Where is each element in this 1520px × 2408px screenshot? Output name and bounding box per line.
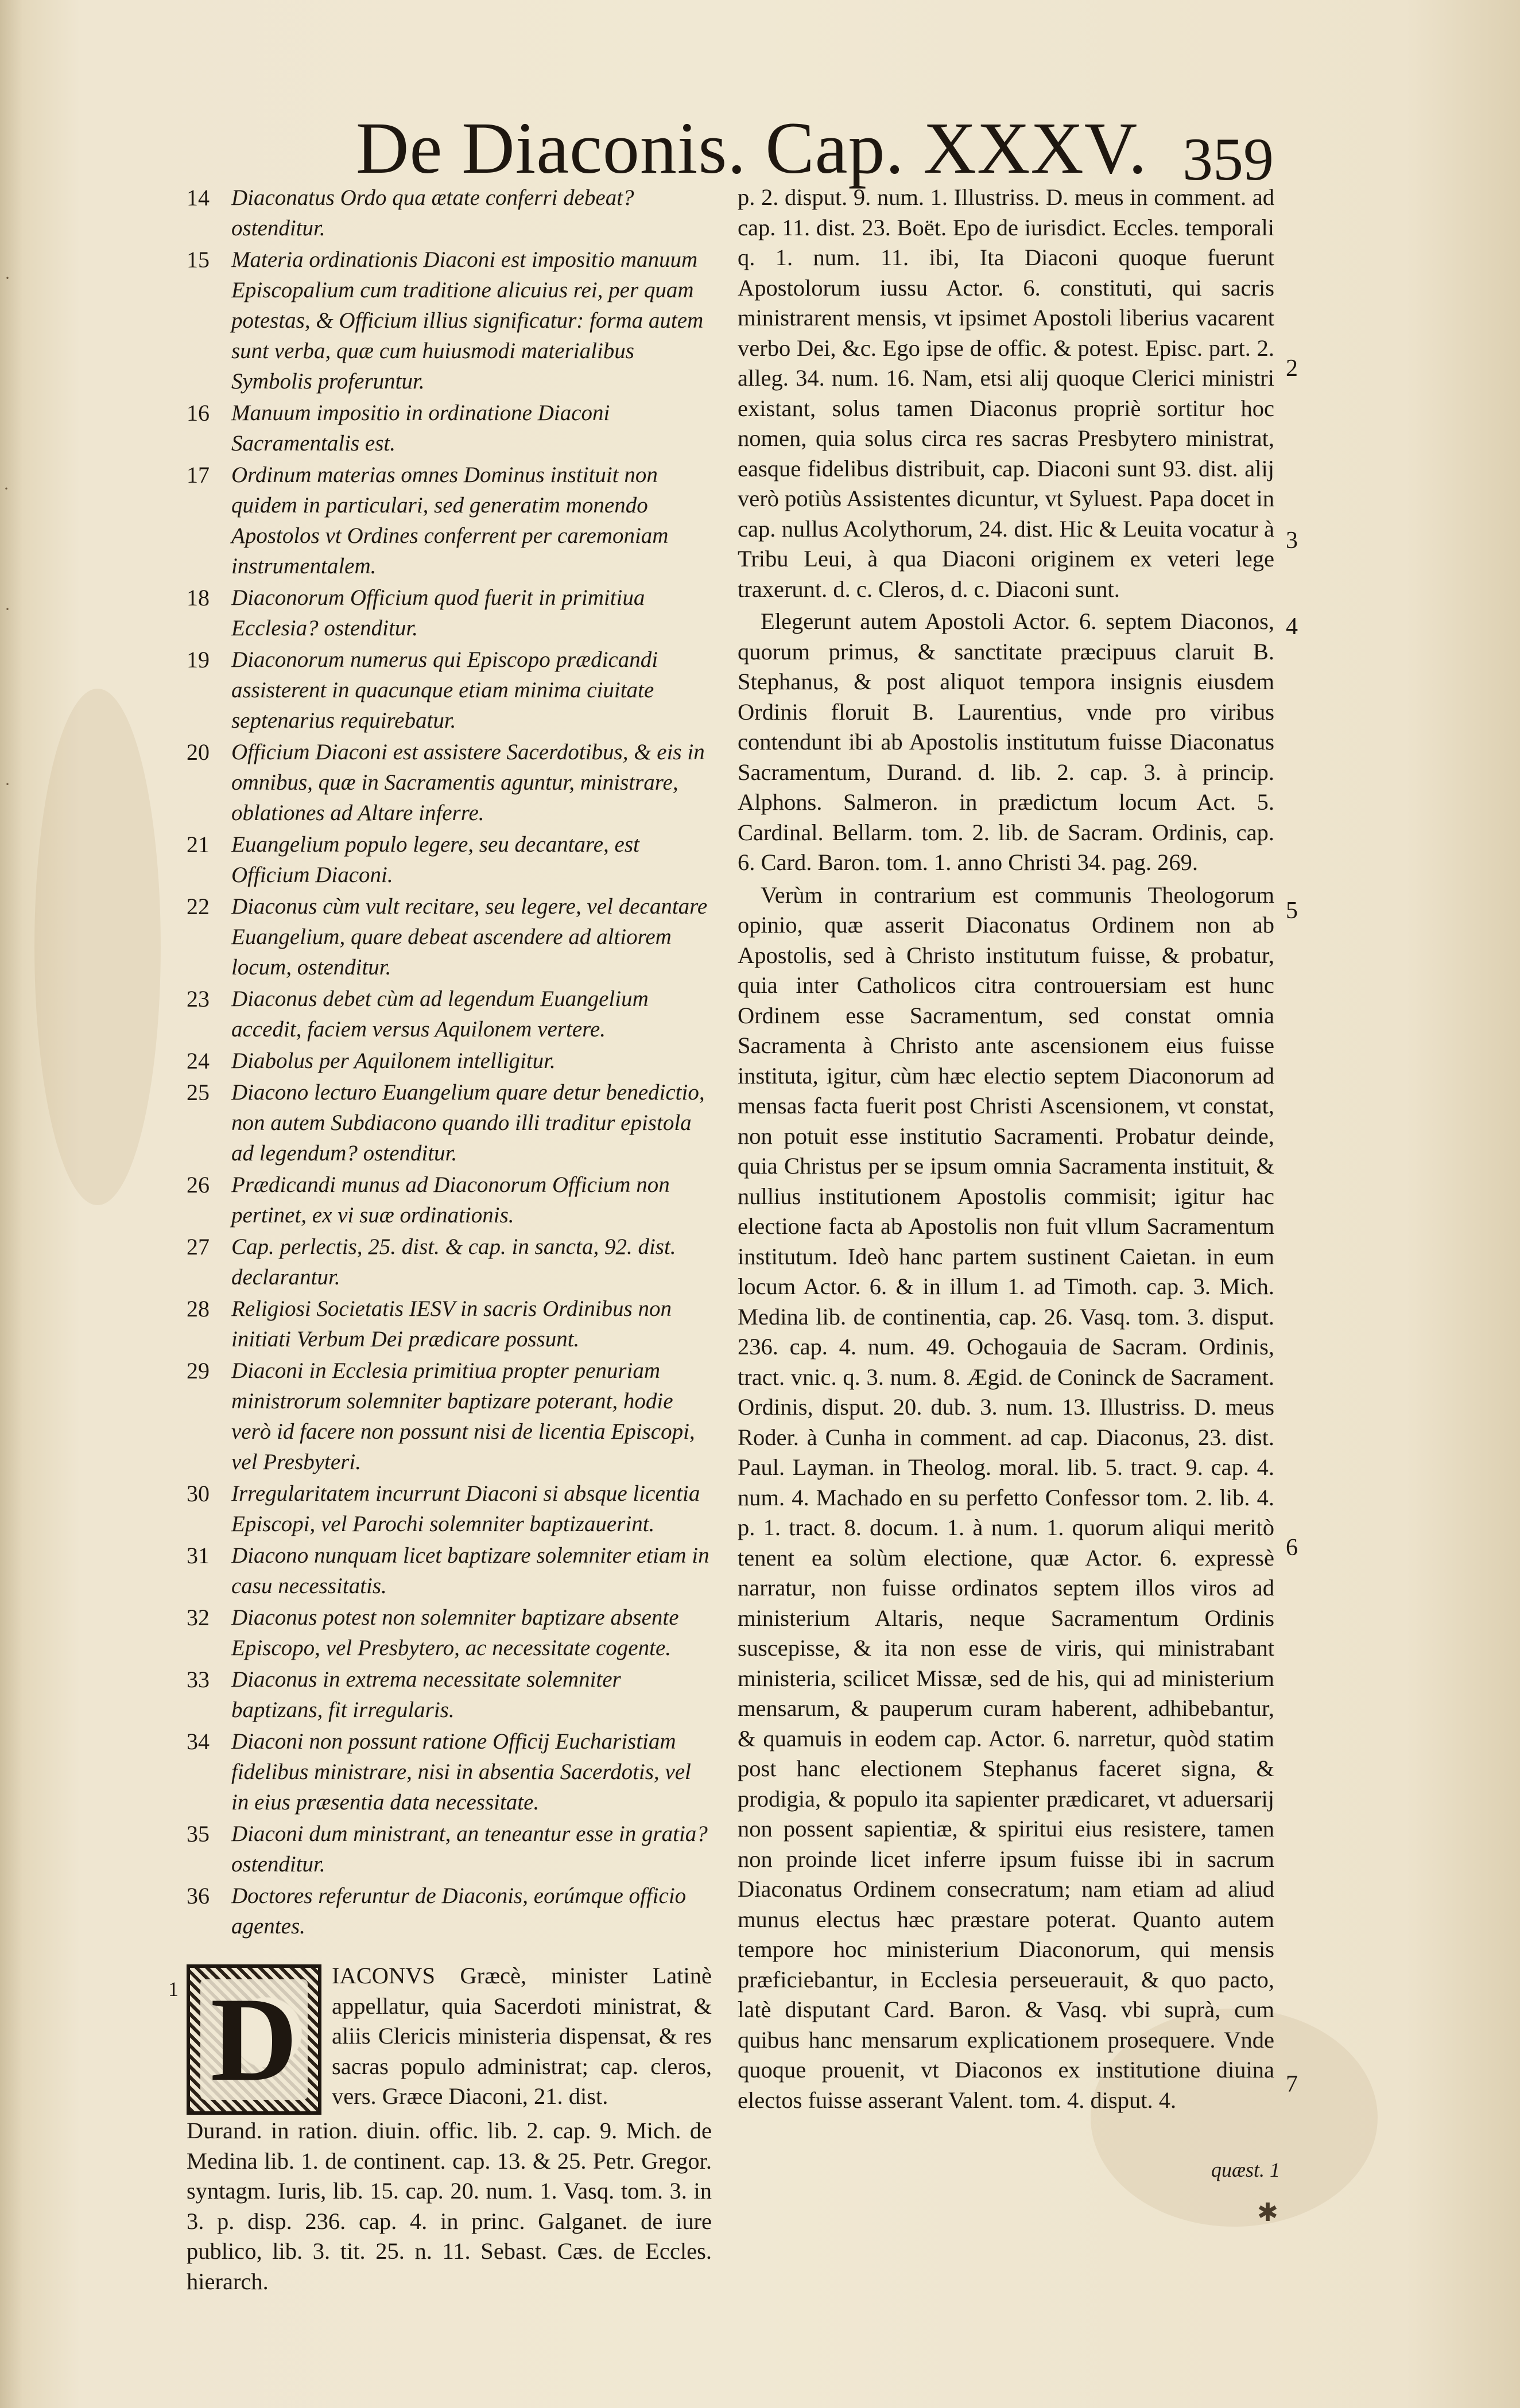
summary-item bbox=[187, 1664, 712, 1725]
summary-text: Euangelium populo legere, seu decantare, est Officium Diaconi. bbox=[231, 832, 639, 887]
intro-continued-text: Durand. in ration. diuin. offic. lib. 2. cap. 9. Mich. de Medina lib. 1. de continent. cap. 13. & 25. Petr. Gregor. syntagm. Iuris, lib. 15. cap. 20. num. 1. Vasq. tom. 3. in 3. p. disp. 236. cap. 4. in princ. Galganet. de iure publico, lib. 3. tit. 25. n. 11. Sebast. Cæs. de Eccles. hierarch. bbox=[187, 2118, 712, 2294]
summary-number: 23 bbox=[187, 986, 210, 1012]
intro-head-text: IACONVS Græcè, minister Latinè appellatur, quia Sacerdoti ministrat, & aliis Clericis ministeria dispensat, & res sacras populo administrat; cap. cleros, vers. Græce Diaconi, 21. dist. bbox=[332, 1963, 712, 2109]
summary-number: 33 bbox=[187, 1667, 210, 1692]
summary-text: Diaconi non possunt ratione Officij Eucharistiam fidelibus ministrare, nisi in absentia Sacerdotis, vel in eius præsentia data necessitate. bbox=[231, 1729, 691, 1815]
summary-number: 35 bbox=[187, 1821, 210, 1847]
summary-item bbox=[187, 891, 712, 982]
edge-mark: · bbox=[5, 600, 10, 619]
summary-item bbox=[187, 1540, 712, 1601]
summary-item bbox=[187, 1170, 712, 1230]
summary-item bbox=[187, 644, 712, 736]
summary-item bbox=[187, 1881, 712, 1941]
summary-number: 24 bbox=[187, 1048, 210, 1074]
body-paragraph: Verùm in contrarium est communis Theologorum opinio, quæ asserit Diaconatus Ordinem non ab Apostolis, sed à Christo institutum fuisse, & probatur, quia inter Catholicos citra controuersiam est hunc Ordinem esse Sacramentum, sed constat omnia Sacramenta à Christo ante ascensionem eius fuisse instituta, igitur, cùm hæc electio septem Diaconorum ad mensas facta fuerit post Christi Ascensionem, vt constat, non potuit esse institutio Sacramenti. Probatur deinde, quia Christus per se ipsum omnia Sacramenta instituit, & nullius institutionem Apostolis commisit; igitur hac electione facta ab Apostolis non fuit vllum Sacramentum institutum. Ideò hanc partem sustinent Caietan. in eum locum Actor. 6. & in illum 1. ad Timoth. cap. 3. Mich. Medina lib. de continentia, cap. 26. Vasq. tom. 3. disput. 236. cap. 4. num. 49. Ochogauia de Sacram. Ordinis, tract. vnic. q. 3. num. 8. Ægid. de Coninck de Sacrament. Ordinis, disput. 20. dub. 3. num. 13. Illustriss. D. meus Roder. à Cunha in comment. ad cap. Diaconus, 23. dist. Paul. Layman. in Theolog. moral. lib. 5. tract. 9. cap. 4. num. 4. Machado en su perfetto Confessor tom. 2. lib. 4. p. 1. tract. 8. docum. 1. à num. 1. quorum aliqui meritò tenent ea solùm electione, quæ Actor. 6. expressè narratur, non fuisse ordinatos septem illos viros ad ministerium Altaris, neque Sacramentum Ordinis suscepisse, & ita non esse de viris, qui ministrabant ministeria, scilicet Missæ, sed de his, qui ad ministerium mensarum, & pauperum curam haberent, adhibebantur, & quamuis in eodem cap. Actor. 6. narretur, quòd statim post hanc electionem Stephanus faceret signa, & prodigia, & populo ita sapienter prædicaret, vt aduersarij non possent sapientiæ, & spiritui eius resistere, tamen non proinde licet inferre ipsum fuisse ibi in sacrum Diaconatus Ordinem consecratum; nam etiam ad aliud munus electus hæc præstare poterat. Quanto autem tempore hoc ministerium Diaconorum, qui mensis præficiebantur, in Ecclesia perseuerauit, & quo pacto, latè disputant Card. Baron. & Vasq. vbi suprà, cum quibus hanc mensarum explicationem prosequere. Vnde quoque prouenit, vt Diaconos ex institutione diuina electos fuisse asserant Valent. tom. 4. disput. 4. bbox=[738, 881, 1274, 2113]
margin-number: 7 bbox=[1286, 2071, 1298, 2098]
summary-text: Diacono lecturo Euangelium quare detur benedictio, non autem Subdiacono quando illi traditur epistola ad legendum? ostenditur. bbox=[231, 1080, 705, 1166]
summary-text: Ordinum materias omnes Dominus instituit non quidem in particulari, sed generatim monendo Apostolos vt Ordines conferrent per caremoniam instrumentalem. bbox=[231, 463, 669, 578]
summary-text: Materia ordinationis Diaconi est impositio manuum Episcopalium cum traditione alicuius rei, per quam potestas, & Officium illius significatur: forma autem sunt verba, quæ cum huiusmodi materialibus Symbolis proferuntur. bbox=[231, 247, 704, 394]
summary-number: 16 bbox=[187, 400, 210, 426]
summary-item bbox=[187, 984, 712, 1044]
summary-number: 28 bbox=[187, 1296, 210, 1322]
ink-blot: ✱ bbox=[1257, 2199, 1278, 2227]
paper-stain bbox=[34, 689, 161, 1205]
summary-number: 32 bbox=[187, 1605, 210, 1630]
edge-mark: · bbox=[5, 269, 10, 288]
summary-item bbox=[187, 829, 712, 890]
summary-number: 17 bbox=[187, 462, 210, 488]
summary-item bbox=[187, 398, 712, 459]
margin-number: 4 bbox=[1286, 613, 1298, 640]
summary-item bbox=[187, 1077, 712, 1168]
summary-item bbox=[187, 244, 712, 397]
summary-item bbox=[187, 1356, 712, 1477]
summary-text: Diaconorum Officium quod fuerit in primitiua Ecclesia? ostenditur. bbox=[231, 585, 645, 640]
initial-letter: D bbox=[200, 1979, 308, 2100]
summary-text: Diaconus cùm vult recitare, seu legere, vel decantare Euangelium, quare debeat ascendere ad altiorem locum, ostenditur. bbox=[231, 894, 708, 980]
summary-text: Irregularitatem incurrunt Diaconi si absque licentia Episcopi, vel Parochi solemniter baptizauerint. bbox=[231, 1481, 700, 1536]
intro-block bbox=[168, 1961, 712, 2297]
summary-number: 15 bbox=[187, 247, 210, 273]
summary-text: Cap. perlectis, 25. dist. & cap. in sancta, 92. dist. declarantur. bbox=[231, 1234, 676, 1290]
summary-text: Manuum impositio in ordinatione Diaconi Sacramentalis est. bbox=[231, 401, 610, 456]
summary-text: Diaconi dum ministrant, an teneantur esse in gratia? ostenditur. bbox=[231, 1821, 708, 1877]
summary-item bbox=[187, 1819, 712, 1879]
running-title: De Diaconis. Cap. XXXV. bbox=[356, 107, 1147, 189]
right-column bbox=[738, 182, 1274, 2118]
summary-number: 22 bbox=[187, 894, 210, 919]
summary-number: 30 bbox=[187, 1481, 210, 1506]
summary-item bbox=[187, 182, 712, 243]
summary-number: 21 bbox=[187, 832, 210, 857]
body-paragraph: p. 2. disput. 9. num. 1. Illustriss. D. meus in comment. ad cap. 11. dist. 23. Boët. Epo de iurisdict. Eccles. temporali q. 1. num. 11. ibi, Ita Diaconi quoque fuerunt Apostolorum iussu Actor. 6. constituti, qui sacris ministrarent mensis, vt ipsimet Apostoli liberius vacarent verbo Dei, &c. Ego ipse de offic. & potest. Episc. part. 2. alleg. 34. num. 16. Nam, etsi alij quoque Clerici ministri existant, solus tamen Diaconus propriè sortitur hoc nomen, quia solus circa res sacras Presbytero ministrat, easque fidelibus distribuit, cap. Diaconi sunt 93. dist. alij verò potiùs Assistentes dicuntur, vt Syluest. Papa docet in cap. nullus Acolythorum, 24. dist. Hic & Leuita vocatur à Tribu Leui, à qua Diaconi originem ex veteri lege traxerunt. d. c. Cleros, d. c. Diaconi sunt. bbox=[738, 184, 1274, 602]
summary-number: 27 bbox=[187, 1234, 210, 1260]
summary-number: 34 bbox=[187, 1729, 210, 1754]
summary-text: Diacono nunquam licet baptizare solemniter etiam in casu necessitatis. bbox=[231, 1543, 709, 1598]
summary-number: 14 bbox=[187, 185, 210, 211]
left-column bbox=[168, 182, 712, 2297]
summary-item bbox=[187, 1046, 712, 1076]
summary-text: Officium Diaconi est assistere Sacerdotibus, & eis in omnibus, quæ in Sacramentis aguntur, ministrare, oblationes ad Altare inferre. bbox=[231, 740, 705, 825]
body-paragraph: Elegerunt autem Apostoli Actor. 6. septem Diaconos, quorum primus, & sanctitate præcipuus claruit B. Stephanus, & post aliquot tempora insignis eiusdem Ordinis floruit B. Laurentius, vnde pro viribus contendunt ibi ab Apostolis institutum fuisse Diaconatus Sacramentum, Durand. d. lib. 2. cap. 3. à princip. Alphons. Salmeron. in prædictum locum Act. 5. Cardinal. Bellarm. tom. 2. lib. de Sacram. Ordinis, cap. 6. Card. Baron. tom. 1. anno Christi 34. pag. 269. bbox=[738, 608, 1274, 875]
summary-number: 18 bbox=[187, 585, 210, 611]
summary-text: Diaconus in extrema necessitate solemniter baptizans, fit irregularis. bbox=[231, 1667, 621, 1722]
summary-item bbox=[187, 737, 712, 828]
summary-item bbox=[187, 1478, 712, 1539]
summary-text: Prædicandi munus ad Diaconorum Officium non pertinet, ex vi suæ ordinationis. bbox=[231, 1172, 670, 1228]
summary-item bbox=[187, 1602, 712, 1663]
summary-item bbox=[187, 582, 712, 643]
summary-number: 20 bbox=[187, 739, 210, 765]
summary-item bbox=[187, 1726, 712, 1817]
summary-number: 31 bbox=[187, 1543, 210, 1568]
margin-number: 3 bbox=[1286, 527, 1298, 554]
summary-text: Diaconus potest non solemniter baptizare absente Episcopo, vel Presbytero, ac necessitate cogente. bbox=[231, 1605, 679, 1660]
summary-item bbox=[187, 1294, 712, 1354]
summary-item bbox=[187, 460, 712, 581]
edge-mark: · bbox=[5, 775, 10, 794]
decorated-initial bbox=[187, 1964, 321, 2115]
summary-number: 19 bbox=[187, 647, 210, 673]
summary-number: 25 bbox=[187, 1079, 210, 1105]
edge-mark: · bbox=[3, 479, 9, 498]
summary-text: Diabolus per Aquilonem intelligitur. bbox=[231, 1048, 556, 1073]
catchword: quæst. 1 bbox=[1211, 2158, 1281, 2181]
margin-number: 6 bbox=[1286, 1535, 1298, 1561]
summary-list bbox=[187, 182, 712, 1941]
summary-text: Diaconi in Ecclesia primitiua propter penuriam ministrorum solemniter baptizare poterant, hodie verò id facere non possunt nisi de licentia Episcopi, vel Presbyteri. bbox=[231, 1358, 695, 1474]
summary-number: 26 bbox=[187, 1172, 210, 1198]
margin-number: 2 bbox=[1286, 355, 1298, 382]
summary-text: Religiosi Societatis IESV in sacris Ordinibus non initiati Verbum Dei prædicare possunt. bbox=[231, 1296, 672, 1351]
summary-text: Diaconatus Ordo qua ætate conferri debeat? ostenditur. bbox=[231, 185, 634, 240]
summary-number: 36 bbox=[187, 1883, 210, 1909]
summary-text: Doctores referuntur de Diaconis, eorúmque officio agentes. bbox=[231, 1883, 687, 1939]
summary-text: Diaconus debet cùm ad legendum Euangelium accedit, faciem versus Aquilonem vertere. bbox=[231, 986, 649, 1042]
margin-number: 5 bbox=[1286, 898, 1298, 924]
summary-number: 29 bbox=[187, 1358, 210, 1384]
paragraph-marker: 1 bbox=[168, 1978, 179, 2001]
summary-item bbox=[187, 1232, 712, 1292]
summary-text: Diaconorum numerus qui Episcopo prædicandi assisterent in quacunque etiam minima ciuitate septenarius requirebatur. bbox=[231, 647, 658, 733]
page-number: 359 bbox=[1182, 126, 1274, 193]
